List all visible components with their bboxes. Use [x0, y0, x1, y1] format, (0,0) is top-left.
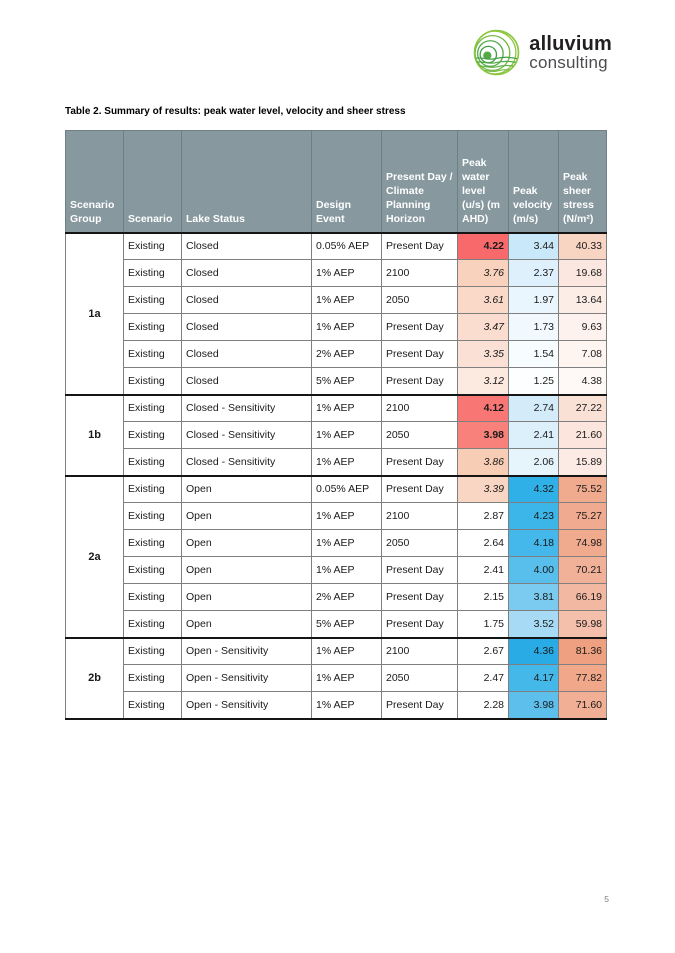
table-header-row: [66, 131, 607, 233]
table-row: [66, 233, 607, 260]
scenario-group-cell: 2b: [66, 638, 124, 719]
planning-horizon-cell: Present Day: [382, 476, 458, 503]
table-row: [66, 557, 607, 584]
scenario-group-cell: 2a: [66, 476, 124, 638]
peak-velocity-cell: 4.36: [509, 638, 559, 665]
peak-water-level-cell: 2.41: [458, 557, 509, 584]
peak-sheer-stress-cell: 4.38: [559, 368, 607, 395]
peak-velocity-cell: 1.54: [509, 341, 559, 368]
results-table: [65, 130, 607, 720]
table-row: [66, 449, 607, 476]
peak-sheer-stress-cell: 7.08: [559, 341, 607, 368]
column-header-6: Peak water level (u/s) (m AHD): [458, 131, 509, 233]
peak-sheer-stress-cell: 59.98: [559, 611, 607, 638]
peak-velocity-cell: 2.06: [509, 449, 559, 476]
lake-status-cell: Closed - Sensitivity: [182, 449, 312, 476]
table-row: [66, 584, 607, 611]
table-row: [66, 611, 607, 638]
scenario-cell: Existing: [124, 584, 182, 611]
table-row: [66, 638, 607, 665]
peak-velocity-cell: 4.00: [509, 557, 559, 584]
scenario-cell: Existing: [124, 260, 182, 287]
scenario-cell: Existing: [124, 692, 182, 719]
lake-status-cell: Open: [182, 476, 312, 503]
design-event-cell: 1% AEP: [312, 314, 382, 341]
design-event-cell: 1% AEP: [312, 530, 382, 557]
peak-water-level-cell: 4.12: [458, 395, 509, 422]
planning-horizon-cell: Present Day: [382, 368, 458, 395]
peak-velocity-cell: 4.32: [509, 476, 559, 503]
peak-velocity-cell: 3.98: [509, 692, 559, 719]
table-row: [66, 503, 607, 530]
scenario-cell: Existing: [124, 395, 182, 422]
peak-water-level-cell: 3.86: [458, 449, 509, 476]
peak-water-level-cell: 3.12: [458, 368, 509, 395]
peak-sheer-stress-cell: 81.36: [559, 638, 607, 665]
lake-status-cell: Closed: [182, 233, 312, 260]
peak-sheer-stress-cell: 77.82: [559, 665, 607, 692]
peak-water-level-cell: 2.67: [458, 638, 509, 665]
peak-velocity-cell: 4.17: [509, 665, 559, 692]
table-row: [66, 341, 607, 368]
peak-sheer-stress-cell: 75.27: [559, 503, 607, 530]
lake-status-cell: Closed - Sensitivity: [182, 422, 312, 449]
scenario-cell: Existing: [124, 476, 182, 503]
lake-status-cell: Open: [182, 584, 312, 611]
planning-horizon-cell: Present Day: [382, 314, 458, 341]
design-event-cell: 2% AEP: [312, 584, 382, 611]
scenario-cell: Existing: [124, 530, 182, 557]
table-caption: Table 2. Summary of results: peak water level, velocity and sheer stress: [65, 106, 406, 117]
scenario-cell: Existing: [124, 422, 182, 449]
scenario-cell: Existing: [124, 638, 182, 665]
alluvium-logo: [473, 29, 612, 76]
scenario-cell: Existing: [124, 449, 182, 476]
lake-status-cell: Closed: [182, 341, 312, 368]
column-header-2: Scenario: [124, 131, 182, 233]
peak-sheer-stress-cell: 74.98: [559, 530, 607, 557]
planning-horizon-cell: 2050: [382, 422, 458, 449]
lake-status-cell: Closed: [182, 314, 312, 341]
planning-horizon-cell: Present Day: [382, 584, 458, 611]
scenario-cell: Existing: [124, 611, 182, 638]
table-row: [66, 665, 607, 692]
peak-sheer-stress-cell: 19.68: [559, 260, 607, 287]
peak-velocity-cell: 3.81: [509, 584, 559, 611]
lake-status-cell: Closed: [182, 368, 312, 395]
peak-water-level-cell: 3.35: [458, 341, 509, 368]
scenario-group-cell: 1a: [66, 233, 124, 395]
peak-water-level-cell: 3.61: [458, 287, 509, 314]
scenario-cell: Existing: [124, 233, 182, 260]
planning-horizon-cell: 2100: [382, 395, 458, 422]
peak-velocity-cell: 3.52: [509, 611, 559, 638]
peak-water-level-cell: 3.39: [458, 476, 509, 503]
alluvium-logo-mark-icon: [473, 29, 520, 76]
column-header-3: Lake Status: [182, 131, 312, 233]
peak-water-level-cell: 3.76: [458, 260, 509, 287]
scenario-cell: Existing: [124, 557, 182, 584]
peak-velocity-cell: 3.44: [509, 233, 559, 260]
design-event-cell: 5% AEP: [312, 368, 382, 395]
design-event-cell: 1% AEP: [312, 557, 382, 584]
lake-status-cell: Open: [182, 530, 312, 557]
peak-water-level-cell: 2.64: [458, 530, 509, 557]
lake-status-cell: Closed: [182, 287, 312, 314]
lake-status-cell: Open - Sensitivity: [182, 692, 312, 719]
peak-water-level-cell: 4.22: [458, 233, 509, 260]
table-row: [66, 530, 607, 557]
table-row: [66, 692, 607, 719]
planning-horizon-cell: Present Day: [382, 341, 458, 368]
scenario-group-cell: 1b: [66, 395, 124, 476]
peak-sheer-stress-cell: 66.19: [559, 584, 607, 611]
peak-sheer-stress-cell: 40.33: [559, 233, 607, 260]
column-header-4: Design Event: [312, 131, 382, 233]
design-event-cell: 1% AEP: [312, 503, 382, 530]
table-row: [66, 287, 607, 314]
peak-water-level-cell: 2.47: [458, 665, 509, 692]
scenario-cell: Existing: [124, 341, 182, 368]
design-event-cell: 1% AEP: [312, 260, 382, 287]
peak-sheer-stress-cell: 9.63: [559, 314, 607, 341]
peak-sheer-stress-cell: 15.89: [559, 449, 607, 476]
table-row: [66, 314, 607, 341]
table-row: [66, 476, 607, 503]
peak-velocity-cell: 2.74: [509, 395, 559, 422]
planning-horizon-cell: Present Day: [382, 233, 458, 260]
peak-water-level-cell: 3.98: [458, 422, 509, 449]
design-event-cell: 2% AEP: [312, 341, 382, 368]
peak-sheer-stress-cell: 70.21: [559, 557, 607, 584]
table-row: [66, 260, 607, 287]
peak-water-level-cell: 3.47: [458, 314, 509, 341]
peak-water-level-cell: 2.15: [458, 584, 509, 611]
table-row: [66, 395, 607, 422]
design-event-cell: 1% AEP: [312, 287, 382, 314]
planning-horizon-cell: 2050: [382, 530, 458, 557]
lake-status-cell: Open: [182, 503, 312, 530]
scenario-cell: Existing: [124, 503, 182, 530]
peak-sheer-stress-cell: 21.60: [559, 422, 607, 449]
planning-horizon-cell: Present Day: [382, 557, 458, 584]
peak-velocity-cell: 2.37: [509, 260, 559, 287]
alluvium-logo-text: [529, 34, 612, 72]
design-event-cell: 1% AEP: [312, 638, 382, 665]
planning-horizon-cell: 2050: [382, 287, 458, 314]
scenario-cell: Existing: [124, 665, 182, 692]
peak-sheer-stress-cell: 75.52: [559, 476, 607, 503]
peak-velocity-cell: 1.25: [509, 368, 559, 395]
logo-suffix: consulting: [529, 52, 608, 72]
lake-status-cell: Open - Sensitivity: [182, 638, 312, 665]
scenario-cell: Existing: [124, 368, 182, 395]
planning-horizon-cell: 2100: [382, 503, 458, 530]
design-event-cell: 0.05% AEP: [312, 233, 382, 260]
planning-horizon-cell: Present Day: [382, 611, 458, 638]
table-row: [66, 368, 607, 395]
planning-horizon-cell: 2100: [382, 638, 458, 665]
design-event-cell: 1% AEP: [312, 692, 382, 719]
logo-brand-name: alluvium: [529, 32, 612, 55]
planning-horizon-cell: 2050: [382, 665, 458, 692]
lake-status-cell: Open - Sensitivity: [182, 665, 312, 692]
design-event-cell: 1% AEP: [312, 422, 382, 449]
peak-water-level-cell: 2.28: [458, 692, 509, 719]
peak-sheer-stress-cell: 71.60: [559, 692, 607, 719]
table-row: [66, 422, 607, 449]
column-header-5: Present Day / Climate Planning Horizon: [382, 131, 458, 233]
column-header-1: Scenario Group: [66, 131, 124, 233]
peak-sheer-stress-cell: 27.22: [559, 395, 607, 422]
peak-velocity-cell: 1.73: [509, 314, 559, 341]
lake-status-cell: Closed: [182, 260, 312, 287]
column-header-8: Peak sheer stress (N/m²): [559, 131, 607, 233]
column-header-7: Peak velocity (m/s): [509, 131, 559, 233]
lake-status-cell: Closed - Sensitivity: [182, 395, 312, 422]
peak-sheer-stress-cell: 13.64: [559, 287, 607, 314]
peak-velocity-cell: 1.97: [509, 287, 559, 314]
peak-water-level-cell: 2.87: [458, 503, 509, 530]
design-event-cell: 0.05% AEP: [312, 476, 382, 503]
design-event-cell: 5% AEP: [312, 611, 382, 638]
peak-water-level-cell: 1.75: [458, 611, 509, 638]
peak-velocity-cell: 4.23: [509, 503, 559, 530]
peak-velocity-cell: 2.41: [509, 422, 559, 449]
design-event-cell: 1% AEP: [312, 449, 382, 476]
planning-horizon-cell: Present Day: [382, 692, 458, 719]
peak-velocity-cell: 4.18: [509, 530, 559, 557]
planning-horizon-cell: Present Day: [382, 449, 458, 476]
lake-status-cell: Open: [182, 557, 312, 584]
scenario-cell: Existing: [124, 314, 182, 341]
lake-status-cell: Open: [182, 611, 312, 638]
page-number: 5: [604, 894, 609, 904]
planning-horizon-cell: 2100: [382, 260, 458, 287]
scenario-cell: Existing: [124, 287, 182, 314]
design-event-cell: 1% AEP: [312, 395, 382, 422]
design-event-cell: 1% AEP: [312, 665, 382, 692]
